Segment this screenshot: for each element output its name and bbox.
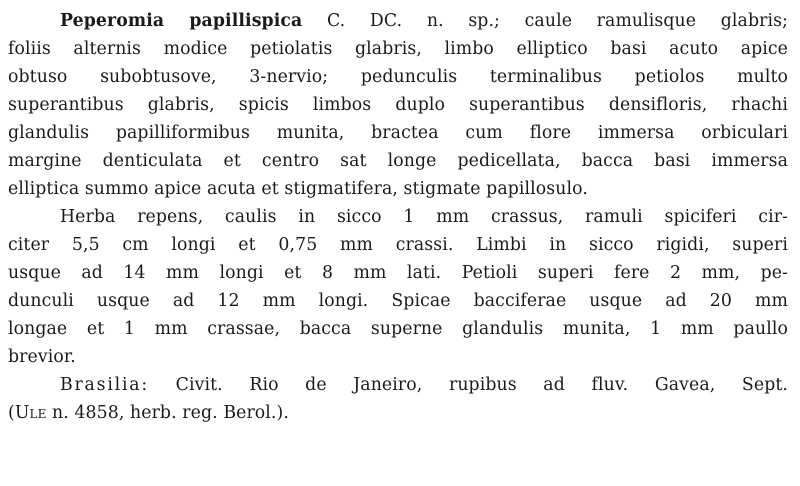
species-author: C. DC. n. sp.;: [326, 11, 500, 31]
species-name: Peperomia papillispica: [60, 11, 303, 31]
habit-line-5: longae et 1 mm crassae, bacca superne glandulis munita, 1 mm paullo: [8, 319, 788, 339]
open-parenthesis: (: [8, 403, 15, 423]
description-line-5: glandulis papilliformibus munita, bractea cum flore immersa orbiculari: [8, 123, 788, 143]
locality-text: Civit. Rio de Janeiro, rupibus ad fluv. Gavea, Sept.: [175, 375, 788, 395]
specimen-reference: n. 4858, herb. reg. Berol.).: [46, 403, 289, 423]
habit-line-2: citer 5,5 cm longi et 0,75 mm crassi. Limbi in sicco rigidi, superi: [8, 235, 788, 255]
description-line-3: obtuso subobtusove, 3-nervio; pedunculis terminalibus petiolos multo: [8, 67, 788, 87]
collector-name: Ule: [14, 403, 47, 423]
locality-country: Brasilia:: [60, 375, 150, 395]
species-description: [8, 7, 788, 203]
description-text: caule ramulisque glabris;: [524, 11, 788, 31]
description-line-7: elliptica summo apice acuta et stigmatifera, stigmate papillosulo.: [8, 179, 588, 199]
locality-line-1: [8, 371, 788, 399]
habit-line-4: dunculi usque ad 12 mm longi. Spicae bacciferae usque ad 20 mm: [8, 291, 788, 311]
habit-line-1: Herba repens, caulis in sicco 1 mm crassus, ramuli spiciferi cir-: [60, 207, 788, 227]
habit-line-6: brevior.: [8, 347, 76, 367]
habit-line-3: usque ad 14 mm longi et 8 mm lati. Petioli superi fere 2 mm, pe-: [8, 263, 788, 283]
habit-paragraph: [8, 203, 788, 371]
description-line-4: superantibus glabris, spicis limbos duplo superantibus densifloris, rhachi: [8, 95, 788, 115]
description-line-6: margine denticulata et centro sat longe pedicellata, bacca basi immersa: [8, 151, 788, 171]
description-line-1: [8, 7, 788, 35]
locality-line-2: [8, 399, 788, 427]
locality-paragraph: [8, 371, 788, 427]
description-line-2: foliis alternis modice petiolatis glabris, limbo elliptico basi acuto apice: [8, 39, 788, 59]
